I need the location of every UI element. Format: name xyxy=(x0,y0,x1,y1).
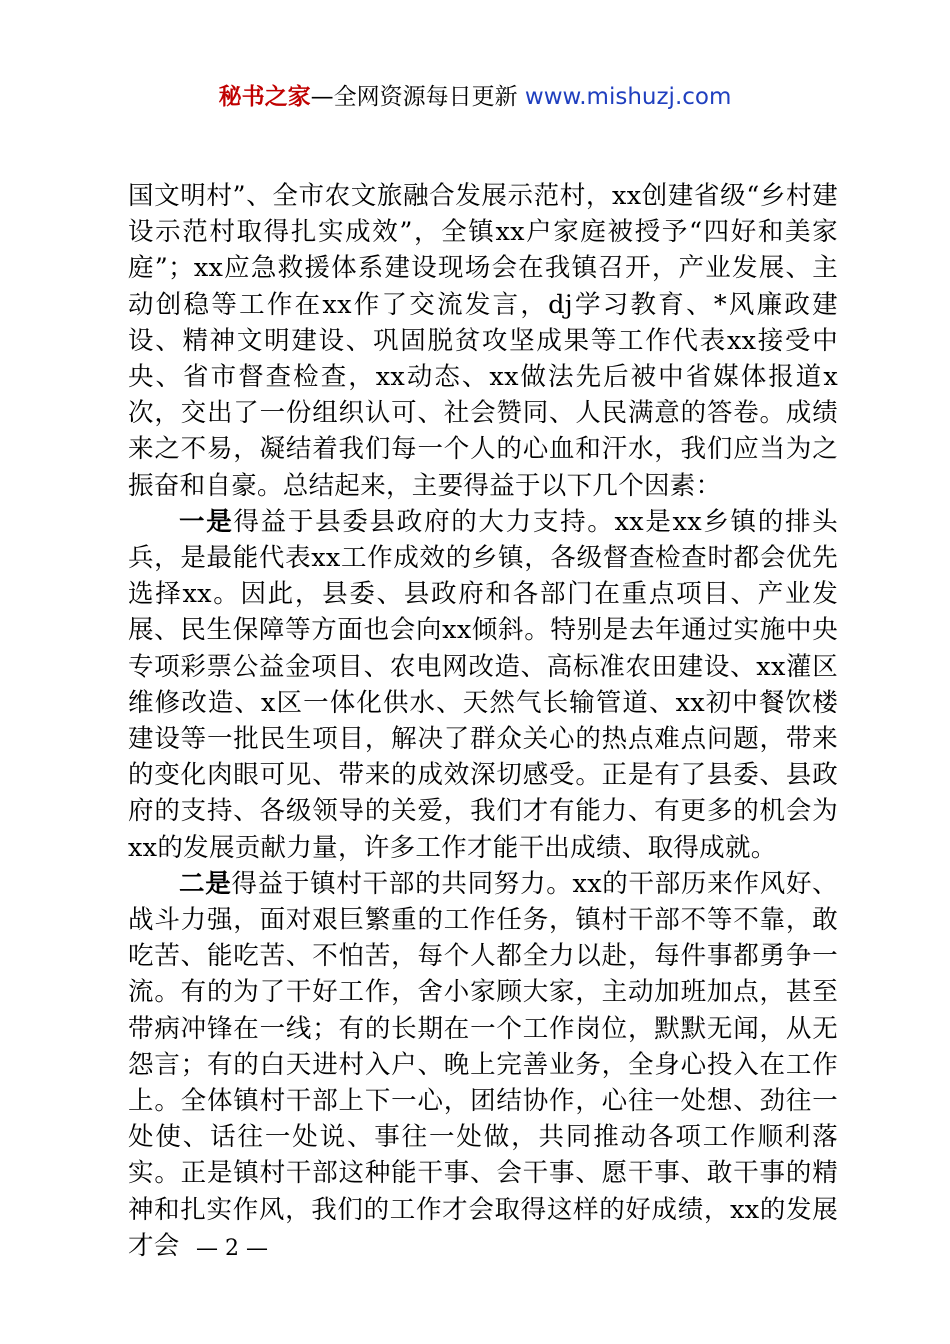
paragraph-factor-one xyxy=(128,504,838,866)
site-slogan: —全网资源每日更新 xyxy=(310,84,518,110)
paragraph-lead: 一是 xyxy=(179,506,234,537)
page-number: — 2 — xyxy=(196,1236,268,1261)
paragraph-text: 得益于县委县政府的大力支持。xx是xx乡镇的排头兵，是最能代表xx工作成效的乡镇，各级督查检查时都会优先选择xx。因此，县委、县政府和各部门在重点项目、产业发展、民生保障等方面也会向xx倾斜。特别是去年通过实施中央专项彩票公益金项目、农电网改造、高标准农田建设、xx灌区维修改造、x区一体化供水、天然气长输管道、xx初中餐饮楼建设等一批民生项目，解决了群众关心的热点难点问题，带来的变化肉眼可见、带来的成效深切感受。正是有了县委、县政府的支持、各级领导的关爱，我们才有能力、有更多的机会为xx的发展贡献力量，许多工作才能干出成绩、取得成就。 xyxy=(128,506,838,863)
paragraph-text: 得益于镇村干部的共同努力。xx的干部历来作风好、战斗力强，面对艰巨繁重的工作任务，镇村干部不等不靠，敢吃苦、能吃苦、不怕苦，每个人都全力以赴，每件事都勇争一流。有的为了干好工作，舍小家顾大家，主动加班加点，甚至带病冲锋在一线；有的长期在一个工作岗位，默默无闻，从无怨言；有的白天进村入户、晚上完善业务，全身心投入在工作上。全体镇村干部上下一心，团结协作，心往一处想、劲往一处使、话往一处说、事往一处做，共同推动各项工作顺利落实。正是镇村干部这种能干事、会干事、愿干事、敢干事的精神和扎实作风，我们的工作才会取得这样的好成绩，xx的发展才会 xyxy=(128,868,838,1261)
paragraph-text: 国文明村”、全市农文旅融合发展示范村，xx创建省级“乡村建设示范村取得扎实成效”，全镇xx户家庭被授予“四好和美家庭”；xx应急救援体系建设现场会在我镇召开，产业发展、主动创稳等工作在xx作了交流发言，dj学习教育、*风廉政建设、精神文明建设、巩固脱贫攻坚成果等工作代表xx接受中央、省市督查检查，xx动态、xx做法先后被中省媒体报道x次，交出了一份组织认可、社会赞同、人民满意的答卷。成绩来之不易，凝结着我们每一个人的心血和汗水，我们应当为之振奋和自豪。总结起来，主要得益于以下几个因素： xyxy=(128,181,838,501)
site-brand: 秘书之家 xyxy=(218,84,311,110)
site-header xyxy=(0,82,950,112)
document-body xyxy=(128,178,838,1264)
paragraph-factor-two xyxy=(128,866,838,1264)
site-url[interactable]: www.mishuzj.com xyxy=(524,84,732,110)
paragraph-lead: 二是 xyxy=(179,868,232,899)
paragraph-continuation xyxy=(128,178,838,504)
